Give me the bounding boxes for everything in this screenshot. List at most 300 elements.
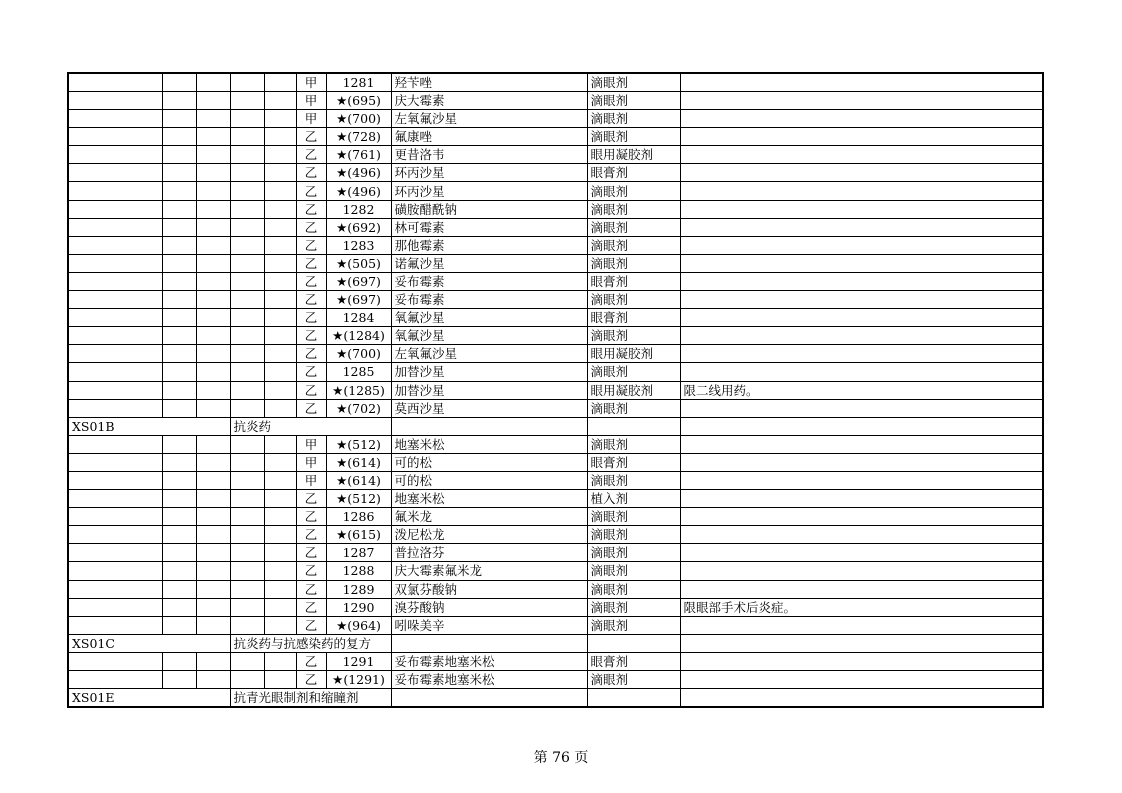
code-cell (68, 345, 162, 363)
dosage-form-cell: 眼膏剂 (587, 652, 680, 670)
empty-cell (264, 490, 296, 508)
dosage-form-cell: 眼膏剂 (587, 272, 680, 290)
table-row (68, 435, 1043, 453)
empty-cell (264, 218, 296, 236)
empty-cell (264, 164, 296, 182)
drug-name-cell: 妥布霉素 (391, 272, 587, 290)
table-row (68, 453, 1043, 471)
drug-name-cell: 氟康唑 (391, 128, 587, 146)
table-row (68, 146, 1043, 164)
dosage-form-cell: 滴眼剂 (587, 128, 680, 146)
note-cell (680, 218, 1043, 236)
drug-name-cell: 左氧氟沙星 (391, 110, 587, 128)
drug-number-cell: ★(512) (326, 435, 391, 453)
category-cell: 乙 (296, 272, 326, 290)
category-cell: 乙 (296, 562, 326, 580)
empty-cell (162, 363, 196, 381)
empty-cell (162, 146, 196, 164)
empty-cell (196, 526, 230, 544)
drug-name-cell: 加替沙星 (391, 381, 587, 399)
empty-cell (196, 182, 230, 200)
code-cell (68, 110, 162, 128)
table-row (68, 92, 1043, 110)
empty-cell (264, 128, 296, 146)
note-cell (680, 309, 1043, 327)
note-cell (680, 616, 1043, 634)
dosage-form-cell: 滴眼剂 (587, 92, 680, 110)
empty-cell (162, 291, 196, 309)
dosage-form-cell: 滴眼剂 (587, 200, 680, 218)
empty-cell (162, 399, 196, 417)
empty-cell (196, 218, 230, 236)
drug-name-cell (391, 634, 587, 652)
note-cell (680, 291, 1043, 309)
empty-cell (196, 309, 230, 327)
dosage-form-cell: 眼用凝胶剂 (587, 146, 680, 164)
drug-name-cell: 庆大霉素 (391, 92, 587, 110)
code-cell (68, 671, 162, 689)
note-cell (680, 634, 1043, 652)
dosage-form-cell: 滴眼剂 (587, 562, 680, 580)
empty-cell (264, 92, 296, 110)
drug-name-cell: 溴芬酸钠 (391, 598, 587, 616)
category-code: XS01C (68, 634, 230, 652)
empty-cell (196, 92, 230, 110)
empty-cell (196, 381, 230, 399)
empty-cell (196, 435, 230, 453)
table-row (68, 164, 1043, 182)
note-cell (680, 363, 1043, 381)
empty-cell (196, 73, 230, 92)
note-cell (680, 272, 1043, 290)
note-cell (680, 652, 1043, 670)
drug-name-cell (391, 689, 587, 708)
code-cell (68, 544, 162, 562)
empty-cell (162, 200, 196, 218)
dosage-form-cell: 滴眼剂 (587, 544, 680, 562)
drug-number-cell: 1283 (326, 236, 391, 254)
empty-cell (196, 508, 230, 526)
empty-cell (230, 254, 264, 272)
drug-number-cell: ★(1284) (326, 327, 391, 345)
drug-name-cell: 那他霉素 (391, 236, 587, 254)
empty-cell (162, 236, 196, 254)
dosage-form-cell: 滴眼剂 (587, 363, 680, 381)
drug-name-cell: 磺胺醋酰钠 (391, 200, 587, 218)
category-cell: 乙 (296, 218, 326, 236)
empty-cell (230, 92, 264, 110)
note-cell (680, 508, 1043, 526)
code-cell (68, 327, 162, 345)
drug-number-cell: ★(512) (326, 490, 391, 508)
empty-cell (264, 435, 296, 453)
drug-number-cell: 1290 (326, 598, 391, 616)
code-cell (68, 508, 162, 526)
empty-cell (264, 363, 296, 381)
empty-cell (230, 435, 264, 453)
empty-cell (230, 453, 264, 471)
drug-name-cell (391, 417, 587, 435)
empty-cell (162, 453, 196, 471)
note-cell (680, 562, 1043, 580)
empty-cell (196, 164, 230, 182)
dosage-form-cell: 滴眼剂 (587, 526, 680, 544)
empty-cell (162, 616, 196, 634)
code-cell (68, 381, 162, 399)
code-cell (68, 146, 162, 164)
empty-cell (196, 598, 230, 616)
note-cell (680, 417, 1043, 435)
empty-cell (264, 236, 296, 254)
empty-cell (264, 309, 296, 327)
category-cell: 乙 (296, 291, 326, 309)
drug-number-cell: ★(1291) (326, 671, 391, 689)
empty-cell (230, 598, 264, 616)
empty-cell (230, 508, 264, 526)
category-cell: 乙 (296, 200, 326, 218)
empty-cell (162, 327, 196, 345)
empty-cell (162, 490, 196, 508)
table-row (68, 236, 1043, 254)
empty-cell (264, 399, 296, 417)
empty-cell (196, 490, 230, 508)
category-name: 抗炎药与抗感染药的复方 (230, 634, 391, 652)
empty-cell (264, 146, 296, 164)
empty-cell (230, 562, 264, 580)
dosage-form-cell: 滴眼剂 (587, 254, 680, 272)
empty-cell (264, 580, 296, 598)
drug-number-cell: ★(761) (326, 146, 391, 164)
empty-cell (196, 453, 230, 471)
code-cell (68, 453, 162, 471)
drug-table (67, 72, 1044, 708)
table-row (68, 182, 1043, 200)
table-row (68, 291, 1043, 309)
empty-cell (230, 490, 264, 508)
empty-cell (230, 345, 264, 363)
empty-cell (162, 671, 196, 689)
code-cell (68, 652, 162, 670)
drug-number-cell: ★(728) (326, 128, 391, 146)
note-cell (680, 254, 1043, 272)
drug-name-cell: 氟米龙 (391, 508, 587, 526)
table-row (68, 381, 1043, 399)
empty-cell (230, 146, 264, 164)
drug-number-cell: ★(614) (326, 453, 391, 471)
empty-cell (196, 254, 230, 272)
code-cell (68, 272, 162, 290)
drug-number-cell: 1287 (326, 544, 391, 562)
drug-number-cell: ★(700) (326, 345, 391, 363)
drug-number-cell: 1282 (326, 200, 391, 218)
empty-cell (230, 218, 264, 236)
drug-name-cell: 妥布霉素地塞米松 (391, 652, 587, 670)
drug-number-cell: ★(505) (326, 254, 391, 272)
empty-cell (264, 272, 296, 290)
note-cell (680, 399, 1043, 417)
note-cell (680, 236, 1043, 254)
table-row (68, 562, 1043, 580)
note-cell (680, 92, 1043, 110)
empty-cell (196, 128, 230, 146)
drug-name-cell: 泼尼松龙 (391, 526, 587, 544)
dosage-form-cell: 滴眼剂 (587, 182, 680, 200)
note-cell (680, 345, 1043, 363)
dosage-form-cell: 滴眼剂 (587, 471, 680, 489)
note-cell (680, 453, 1043, 471)
code-cell (68, 92, 162, 110)
empty-cell (264, 200, 296, 218)
drug-number-cell: 1281 (326, 73, 391, 92)
table-row (68, 671, 1043, 689)
empty-cell (162, 272, 196, 290)
dosage-form-cell: 滴眼剂 (587, 110, 680, 128)
dosage-form-cell: 眼膏剂 (587, 164, 680, 182)
dosage-form-cell: 眼膏剂 (587, 309, 680, 327)
note-cell (680, 471, 1043, 489)
dosage-form-cell: 眼用凝胶剂 (587, 345, 680, 363)
dosage-form-cell: 滴眼剂 (587, 580, 680, 598)
drug-name-cell: 羟苄唑 (391, 73, 587, 92)
category-cell: 甲 (296, 92, 326, 110)
code-cell (68, 73, 162, 92)
note-cell (680, 580, 1043, 598)
category-cell: 乙 (296, 309, 326, 327)
table-row (68, 73, 1043, 92)
category-cell: 乙 (296, 544, 326, 562)
drug-number-cell: ★(697) (326, 291, 391, 309)
empty-cell (230, 544, 264, 562)
empty-cell (162, 508, 196, 526)
empty-cell (162, 309, 196, 327)
drug-name-cell: 林可霉素 (391, 218, 587, 236)
category-cell: 乙 (296, 254, 326, 272)
dosage-form-cell (587, 417, 680, 435)
category-cell: 乙 (296, 616, 326, 634)
drug-number-cell: ★(700) (326, 110, 391, 128)
table-row (68, 218, 1043, 236)
code-cell (68, 580, 162, 598)
drug-number-cell: 1285 (326, 363, 391, 381)
empty-cell (196, 544, 230, 562)
empty-cell (230, 182, 264, 200)
drug-name-cell: 庆大霉素氟米龙 (391, 562, 587, 580)
empty-cell (230, 164, 264, 182)
drug-number-cell: ★(697) (326, 272, 391, 290)
empty-cell (264, 381, 296, 399)
empty-cell (264, 182, 296, 200)
table-row (68, 309, 1043, 327)
empty-cell (264, 562, 296, 580)
drug-name-cell: 环丙沙星 (391, 182, 587, 200)
dosage-form-cell (587, 634, 680, 652)
empty-cell (196, 272, 230, 290)
dosage-form-cell: 滴眼剂 (587, 291, 680, 309)
code-cell (68, 236, 162, 254)
empty-cell (196, 200, 230, 218)
dosage-form-cell: 滴眼剂 (587, 671, 680, 689)
dosage-form-cell: 眼用凝胶剂 (587, 381, 680, 399)
drug-name-cell: 加替沙星 (391, 363, 587, 381)
drug-name-cell: 地塞米松 (391, 490, 587, 508)
empty-cell (196, 327, 230, 345)
empty-cell (196, 471, 230, 489)
note-cell (680, 671, 1043, 689)
dosage-form-cell: 滴眼剂 (587, 508, 680, 526)
code-cell (68, 490, 162, 508)
category-cell: 乙 (296, 128, 326, 146)
empty-cell (162, 562, 196, 580)
table-row (68, 327, 1043, 345)
drug-name-cell: 双氯芬酸钠 (391, 580, 587, 598)
empty-cell (162, 254, 196, 272)
note-cell (680, 128, 1043, 146)
category-cell: 乙 (296, 182, 326, 200)
code-cell (68, 218, 162, 236)
code-cell (68, 435, 162, 453)
drug-number-cell: ★(695) (326, 92, 391, 110)
dosage-form-cell: 滴眼剂 (587, 616, 680, 634)
dosage-form-cell: 滴眼剂 (587, 73, 680, 92)
empty-cell (264, 453, 296, 471)
drug-number-cell: ★(692) (326, 218, 391, 236)
empty-cell (230, 616, 264, 634)
code-cell (68, 471, 162, 489)
empty-cell (196, 671, 230, 689)
table-row (68, 652, 1043, 670)
dosage-form-cell: 滴眼剂 (587, 236, 680, 254)
empty-cell (162, 128, 196, 146)
empty-cell (264, 471, 296, 489)
code-cell (68, 363, 162, 381)
empty-cell (230, 291, 264, 309)
empty-cell (196, 399, 230, 417)
table-row (68, 254, 1043, 272)
category-cell: 乙 (296, 526, 326, 544)
empty-cell (196, 110, 230, 128)
empty-cell (162, 182, 196, 200)
drug-number-cell: ★(964) (326, 616, 391, 634)
code-cell (68, 598, 162, 616)
drug-name-cell: 吲哚美辛 (391, 616, 587, 634)
category-name: 抗炎药 (230, 417, 391, 435)
drug-number-cell: 1284 (326, 309, 391, 327)
drug-number-cell: ★(614) (326, 471, 391, 489)
table-row (68, 689, 1043, 708)
empty-cell (230, 526, 264, 544)
dosage-form-cell: 眼膏剂 (587, 453, 680, 471)
code-cell (68, 526, 162, 544)
category-cell: 乙 (296, 345, 326, 363)
code-cell (68, 309, 162, 327)
empty-cell (162, 164, 196, 182)
empty-cell (264, 508, 296, 526)
empty-cell (230, 128, 264, 146)
empty-cell (264, 73, 296, 92)
code-cell (68, 254, 162, 272)
dosage-form-cell (587, 689, 680, 708)
table-row (68, 526, 1043, 544)
table-row (68, 128, 1043, 146)
empty-cell (264, 345, 296, 363)
code-cell (68, 399, 162, 417)
table-row (68, 399, 1043, 417)
empty-cell (196, 652, 230, 670)
empty-cell (162, 526, 196, 544)
category-cell: 乙 (296, 671, 326, 689)
table-row (68, 616, 1043, 634)
empty-cell (230, 272, 264, 290)
dosage-form-cell: 植入剂 (587, 490, 680, 508)
page-number: 第 76 页 (533, 750, 589, 766)
table-row (68, 417, 1043, 435)
category-name: 抗青光眼制剂和缩瞳剂 (230, 689, 391, 708)
dosage-form-cell: 滴眼剂 (587, 399, 680, 417)
note-cell (680, 526, 1043, 544)
empty-cell (264, 291, 296, 309)
note-cell (680, 544, 1043, 562)
empty-cell (162, 345, 196, 363)
empty-cell (230, 399, 264, 417)
empty-cell (264, 110, 296, 128)
empty-cell (162, 92, 196, 110)
drug-number-cell: ★(615) (326, 526, 391, 544)
table-row (68, 110, 1043, 128)
drug-name-cell: 环丙沙星 (391, 164, 587, 182)
drug-number-cell: 1286 (326, 508, 391, 526)
note-cell (680, 182, 1043, 200)
code-cell (68, 200, 162, 218)
empty-cell (162, 598, 196, 616)
drug-number-cell: ★(496) (326, 182, 391, 200)
note-cell (680, 327, 1043, 345)
drug-name-cell: 氧氟沙星 (391, 327, 587, 345)
empty-cell (230, 73, 264, 92)
drug-number-cell: 1289 (326, 580, 391, 598)
drug-number-cell: ★(1285) (326, 381, 391, 399)
category-cell: 甲 (296, 471, 326, 489)
category-code: XS01B (68, 417, 230, 435)
table-row (68, 598, 1043, 616)
drug-name-cell: 莫西沙星 (391, 399, 587, 417)
code-cell (68, 182, 162, 200)
empty-cell (264, 671, 296, 689)
empty-cell (196, 580, 230, 598)
category-cell: 乙 (296, 652, 326, 670)
note-cell (680, 146, 1043, 164)
empty-cell (162, 110, 196, 128)
drug-name-cell: 普拉洛芬 (391, 544, 587, 562)
category-cell: 乙 (296, 164, 326, 182)
category-cell: 甲 (296, 73, 326, 92)
drug-name-cell: 妥布霉素地塞米松 (391, 671, 587, 689)
drug-number-cell: ★(702) (326, 399, 391, 417)
empty-cell (230, 381, 264, 399)
drug-name-cell: 可的松 (391, 471, 587, 489)
empty-cell (264, 544, 296, 562)
drug-name-cell: 地塞米松 (391, 435, 587, 453)
drug-number-cell: 1291 (326, 652, 391, 670)
drug-name-cell: 氧氟沙星 (391, 309, 587, 327)
empty-cell (162, 73, 196, 92)
empty-cell (162, 435, 196, 453)
dosage-form-cell: 滴眼剂 (587, 327, 680, 345)
category-cell: 乙 (296, 236, 326, 254)
category-cell: 乙 (296, 490, 326, 508)
table-row (68, 471, 1043, 489)
note-cell (680, 110, 1043, 128)
empty-cell (196, 616, 230, 634)
